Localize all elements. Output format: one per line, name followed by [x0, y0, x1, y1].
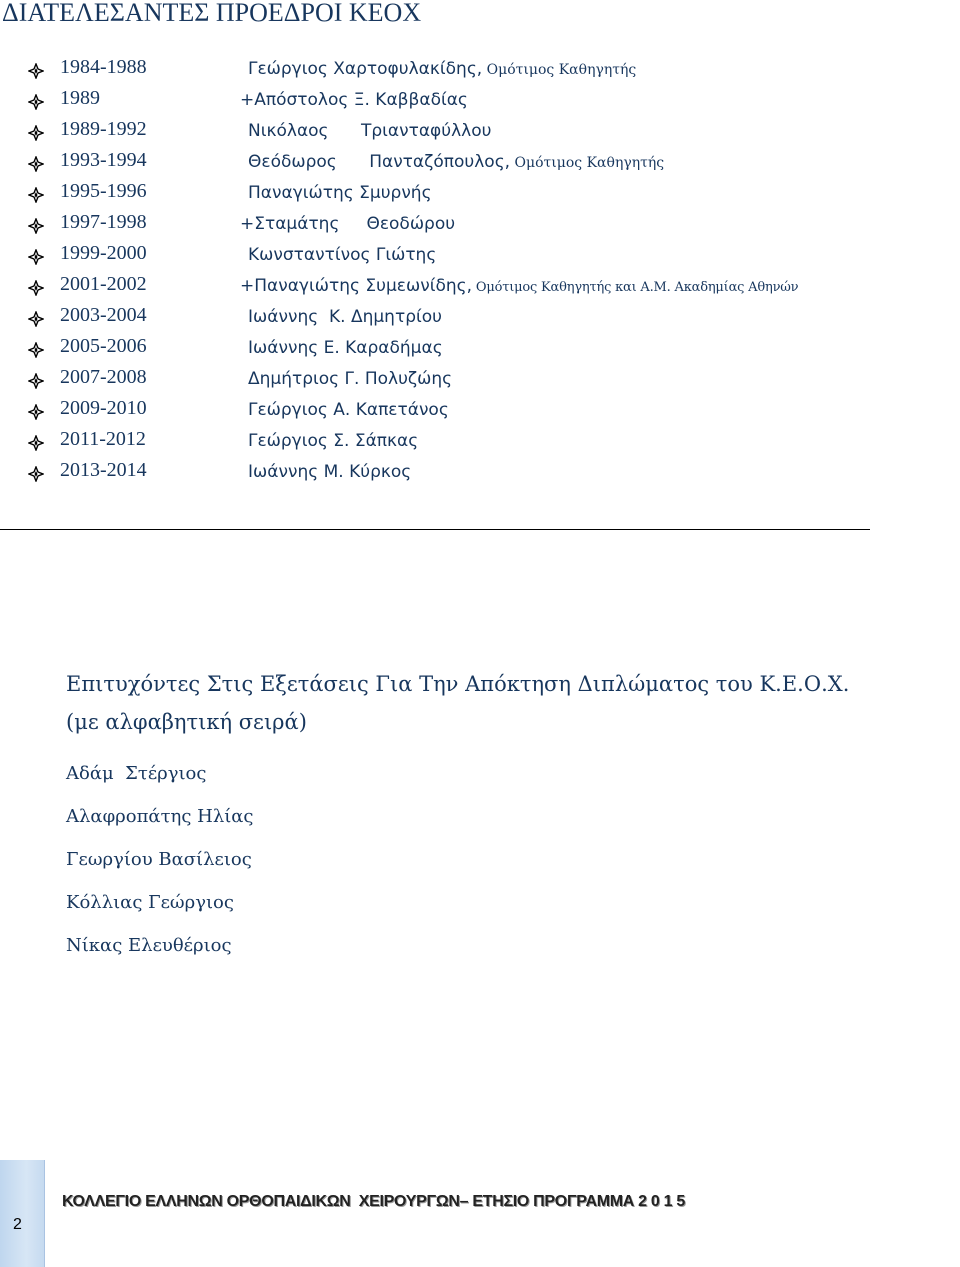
- term-years: 2007-2008: [60, 366, 147, 388]
- president-title: Ομότιμος Καθηγητής: [510, 155, 665, 171]
- president-name: Ιωάννης Ε. Καραδήμας: [248, 338, 443, 358]
- president-title: Ομότιμος Καθηγητής και Α.Μ. Ακαδημίας Αθηνών: [472, 280, 799, 295]
- diploma-heading-line1: Επιτυχόντες Στις Εξετάσεις Για Την Απόκτηση Διπλώματος του Κ.Ε.Ο.Χ.: [66, 672, 850, 696]
- page-number: 2: [13, 1216, 22, 1233]
- term-years: 1984-1988: [60, 56, 147, 78]
- term-years: 2013-2014: [60, 459, 147, 481]
- president-name: +Απόστολος Ξ. Καββαδίας: [240, 90, 468, 110]
- president-name: Κωνσταντίνος Γιώτης: [248, 245, 437, 265]
- diamond-bullet-icon: [28, 342, 44, 358]
- page-number-box: [0, 1160, 45, 1267]
- president-name: +Παναγιώτης Συμεωνίδης, Ομότιμος Καθηγητής και Α.Μ. Ακαδημίας Αθηνών: [240, 276, 799, 296]
- diploma-heading-line2: (με αλφαβητική σειρά): [66, 710, 307, 734]
- president-name: Γεώργιος Χαρτοφυλακίδης, Ομότιμος Καθηγητής: [248, 59, 637, 79]
- list-item: [28, 242, 960, 270]
- president-name: Γεώργιος Α. Καπετάνος: [248, 400, 449, 420]
- diamond-bullet-icon: [28, 466, 44, 482]
- list-item: [28, 180, 960, 208]
- section-divider: [0, 529, 870, 530]
- list-item: [28, 149, 960, 177]
- list-item: [28, 211, 960, 239]
- diploma-heading: [66, 665, 849, 741]
- member-name: Γεωργίου Βασίλειος: [66, 849, 252, 870]
- term-years: 1993-1994: [60, 149, 147, 171]
- list-item: [28, 459, 960, 487]
- diamond-bullet-icon: [28, 435, 44, 451]
- president-name: Δημήτριος Γ. Πολυζώης: [248, 369, 453, 389]
- president-name: Ιωάννης Μ. Κύρκος: [248, 462, 412, 482]
- president-name: Παναγιώτης Σμυρνής: [248, 183, 432, 203]
- term-years: 2011-2012: [60, 428, 146, 450]
- diamond-bullet-icon: [28, 125, 44, 141]
- list-item: [28, 87, 960, 115]
- list-item: [28, 428, 960, 456]
- member-name: Αδάμ Στέργιος: [66, 763, 207, 784]
- president-name: Θεόδωρος Πανταζόπουλος, Ομότιμος Καθηγητής: [248, 152, 665, 172]
- page-title: ΔΙΑΤΕΛΕΣΑΝΤΕΣ ΠΡΟΕΔΡΟΙ ΚΕΟΧ: [2, 0, 422, 27]
- diamond-bullet-icon: [28, 94, 44, 110]
- diamond-bullet-icon: [28, 373, 44, 389]
- term-years: 2009-2010: [60, 397, 147, 419]
- term-years: 1995-1996: [60, 180, 147, 202]
- term-years: 1997-1998: [60, 211, 147, 233]
- diamond-bullet-icon: [28, 218, 44, 234]
- president-title: Ομότιμος Καθηγητής: [482, 62, 637, 78]
- list-item: [28, 397, 960, 425]
- diamond-bullet-icon: [28, 280, 44, 296]
- diamond-bullet-icon: [28, 249, 44, 265]
- list-item: [28, 118, 960, 146]
- president-name: Γεώργιος Σ. Σάπκας: [248, 431, 419, 451]
- member-name: Κόλλιας Γεώργιος: [66, 892, 234, 913]
- member-name: Αλαφροπάτης Ηλίας: [66, 806, 254, 827]
- list-item: [28, 273, 960, 301]
- diamond-bullet-icon: [28, 311, 44, 327]
- term-years: 1989: [60, 87, 100, 109]
- president-name: +Σταμάτης Θεοδώρου: [240, 214, 456, 234]
- diamond-bullet-icon: [28, 404, 44, 420]
- president-name: Ιωάννης Κ. Δημητρίου: [248, 307, 442, 327]
- term-years: 1989-1992: [60, 118, 147, 140]
- diamond-bullet-icon: [28, 63, 44, 79]
- term-years: 1999-2000: [60, 242, 147, 264]
- diamond-bullet-icon: [28, 156, 44, 172]
- footer-text: ΚΟΛΛΕΓΙΟ ΕΛΛΗΝΩΝ ΟΡΘΟΠΑΙΔΙΚΩΝ ΧΕΙΡΟΥΡΓΩΝ– ΕΤΗΣΙΟ ΠΡΟΓΡΑΜΜΑ 2 0 1 5: [62, 1193, 685, 1210]
- term-years: 2005-2006: [60, 335, 147, 357]
- diamond-bullet-icon: [28, 187, 44, 203]
- list-item: [28, 56, 960, 84]
- term-years: 2001-2002: [60, 273, 147, 295]
- list-item: [28, 366, 960, 394]
- list-item: [28, 335, 960, 363]
- president-name: Νικόλαος Τριανταφύλλου: [248, 121, 492, 141]
- member-name: Νίκας Ελευθέριος: [66, 935, 232, 956]
- list-item: [28, 304, 960, 332]
- term-years: 2003-2004: [60, 304, 147, 326]
